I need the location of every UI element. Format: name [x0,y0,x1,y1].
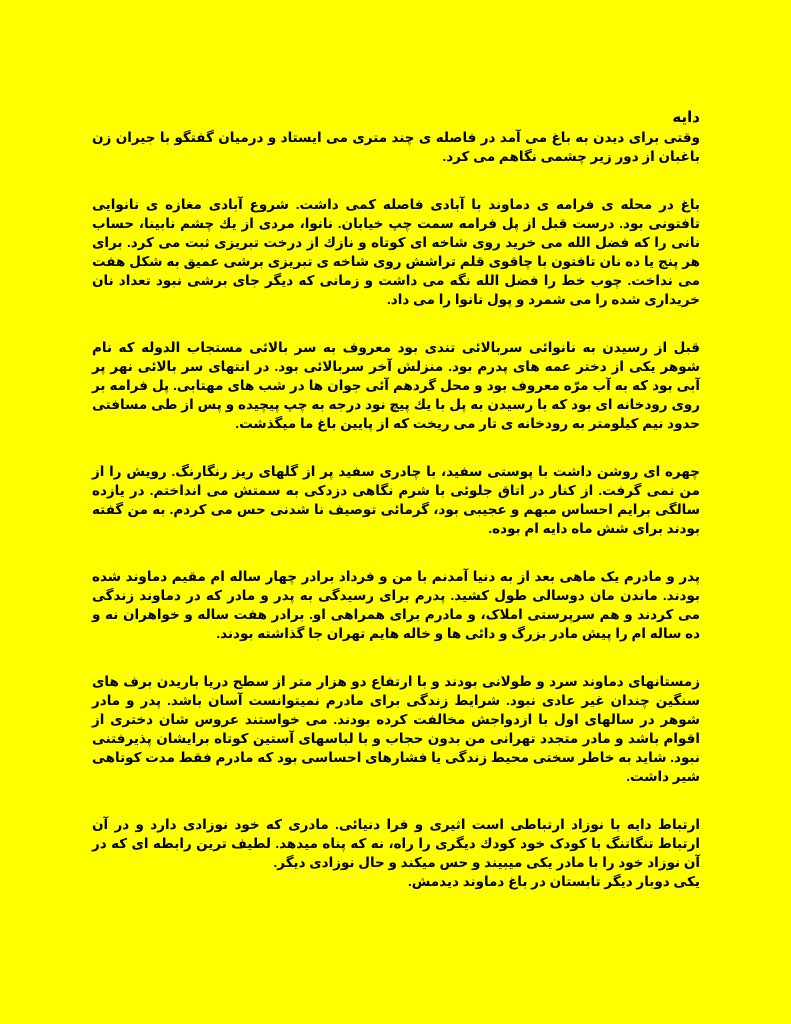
paragraph-7: ارتباط دایه با نوزاد ارتباطی است اثیری و فرا دنیائی. مادری که خود نوزادی دارد و در آن ارتباط تنگاتنگ با کودک خود کودك دیگری را راه، نه که پناه میدهد. لطیف ترین رابطه ای که در آن نوزاد خود را با مادر یکی میبیند و حس میکند و حال نوزادی دیگر. [92,817,700,870]
document-page [92,108,700,891]
document-title: دایه [672,109,700,126]
paragraph-1: وقتی برای دیدن به باغ می آمد در فاصله ی چند متری می ایستاد و درمیان گفتگو با جیران زن باغبان از دور زیر چشمی نگاهم می کرد. [92,130,700,164]
paragraph-8: یکی دوبار دیگر تابستان در باغ دماوند دیدمش. [407,874,700,889]
paragraph-3: قبل از رسیدن به نانوائی سربالائی تندی بود معروف به سر بالائی مستجاب الدوله که نام شوهر یکی از دختر عمه های پدرم بود. منزلش آخر سربالائی بود. در انتهای سر بالائی نهر پر آبی بود که به آب مرّه معروف بود و محل گردهم آئی جوان ها در شب های مهتابی. پل فرامه بر روی رودخانه ای بود که با رسیدن به پل با یك پیچ نود درجه به چپ پیچیده و پس از طی مسافتی حدود نیم کیلومتر به رودخانه ی تار می ریخت که از پایین باغ ما میگذشت. [92,340,700,431]
paragraph-6: زمستانهای دماوند سرد و طولانی بودند و با ارتفاع دو هزار متر از سطح دریا باریدن برف های سنگین چندان غیر عادی نبود. شرایط زندگی برای مادرم نمیتوانست آسان باشد. پدر و مادر شوهر در سالهای اول با ازدواجش مخالفت کرده بودند. می خواستند عروس شان دختری از اقوام باشد و مادر متجدد تهرانی من بدون حجاب و با لباسهای آستین کوتاه برایشان پذیرفتنی نبود. شاید به خاطر سختی محیط زندگی یا فشارهای احساسی بود که مادرم فقط مدت کوتاهی شیر داشت. [92,674,700,784]
paragraph-2: باغ در محله ی فرامه ی دماوند با آبادی فاصله کمی داشت. شروع آبادی مغازه ی نانوایی تافتونی بود. درست قبل از پل فرامه سمت چپ خیابان. نانوا، مردی از یك چشم نابینا، حساب نانی را كه فضل الله می خرید روی شاخه ای كوتاه و نازك از درخت تبریزی ثبت می كرد. برای هر پنج یا ده نان تافتون با چاقوی قلم تراشش روی شاخه ی تبریزی برشی عمیق به شكل هفت می نداخت. چوب خط را فضل الله نگه می داشت و زمانی كه دیگر جای برشی نبود تعداد نان خریداری شده را می شمرد و پول نانوا را می داد. [92,197,700,307]
paragraph-5: پدر و مادرم یک ماهی بعد از به دنیا آمدنم با من و فرداد برادر چهار ساله ام مقیم دماوند شده بودند. ماندن مان دوسالی طول کشید. پدرم برای رسیدگی به پدر و مادر که در دماوند زندگی می کردند و هم سرپرستی املاک، و مادرم برای همراهی او. برادر هفت ساله و خواهران نه و ده ساله ام را پیش مادر بزرگ و دائی ها و خاله هایم تهران جا گذاشته بودند. [92,569,700,641]
paragraph-4: چهره ای روشن داشت با پوستی سفید، با چادری سفید پر از گلهای ریز رنگارنگ. رویش را از من نمی گرفت. از کنار در اتاق جلوئی با شرم نگاهی دزدکی به سمتش می انداختم. در یازده سالگی برایم احساس مبهم و عجیبی بود، گرمائی توصیف نا شدنی حس می کردم. به من گفته بودند برای شش ماه دایه ام بوده. [92,464,700,536]
